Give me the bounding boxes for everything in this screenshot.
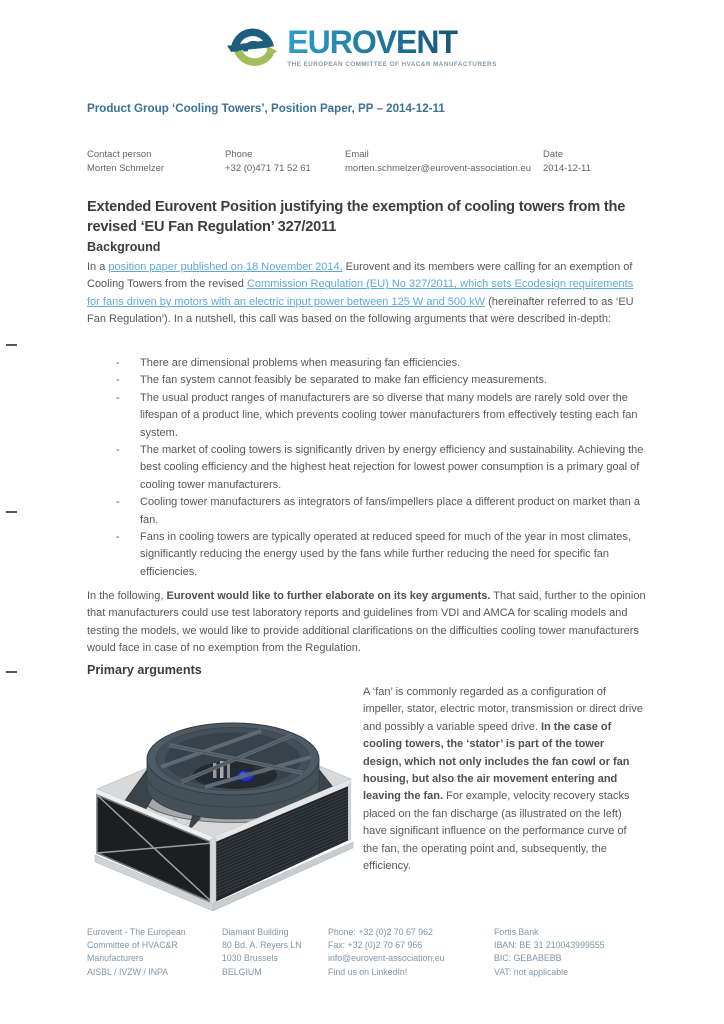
footer-line: Manufacturers (87, 953, 144, 964)
contact-block (87, 148, 644, 175)
contact-phone-label: Phone (225, 149, 253, 160)
contact-date-label: Date (543, 149, 564, 160)
elaboration-paragraph (87, 588, 646, 658)
footer-line: Committee of HVAC&R (87, 940, 178, 951)
footer-line: AISBL / IVZW / INPA (87, 966, 169, 977)
document-title: Product Group ‘Cooling Towers’, Position Paper, PP – 2014-12-11 (87, 102, 445, 115)
list-item (87, 372, 644, 389)
paragraph-bold-text: Eurovent would like to further elaborate on its key arguments. (166, 590, 491, 602)
regulation-link[interactable]: Commission Regulation (EU) No 327/2011, which sets Ecodesign requirements for fans driven by motors with an electric input power between 125 W and 500 kW (87, 278, 634, 308)
footer-organisation-column (87, 926, 222, 979)
footer-line: Phone: +32 (0)2 70 67 962 (328, 927, 433, 937)
contact-phone-column (225, 148, 345, 175)
bullet-dash: - (116, 374, 120, 387)
bullet-text: The market of cooling towers is significantly driven by energy efficiency and sustainability. Achieving the best cooling efficiency and the highest heat rejection for lowest power consumption is a primary goal of cooling tower manufacturers. (140, 444, 644, 491)
footer-line: Diamant Building (222, 927, 289, 937)
paragraph-text: For example, velocity recovery stacks placed on the fan discharge (as illustrated on the left) have significant influence on the performance curve of the fan, the operating point and, subsequently, the efficiency. (363, 790, 630, 873)
footer-line: BIC: GEBABEBB (494, 953, 562, 964)
footer-line: 80 Bd. A. Reyers LN (222, 940, 302, 951)
background-section-title: Background (87, 240, 161, 254)
footer-contact-column (328, 926, 494, 979)
contact-date-value: 2014-12-11 (543, 162, 591, 174)
footer-line: 1030 Brussels (222, 953, 278, 964)
primary-arguments-section-title: Primary arguments (87, 663, 202, 677)
footer-line: BELGIUM (222, 966, 262, 977)
logo-text-block (287, 24, 497, 68)
bullet-text: There are dimensional problems when measuring fan efficiencies. (140, 357, 461, 369)
cooling-tower-render-image (85, 687, 357, 919)
fold-mark (6, 671, 17, 673)
paragraph-text: That said, further to the opinion that manufacturers could use test laboratory reports and guidelines from VDI and AMCA for scaling models and testing the models, we would like to provide additional clarifications on the difficulties cooling tower manufacturers would face in case of no exemption from the Regulation. (87, 590, 646, 655)
list-item (87, 355, 644, 372)
footer-line: Eurovent - The European (87, 927, 186, 937)
paragraph-text: (hereinafter referred to as ‘EU Fan Regulation’). In a nutshell, this call was based on the following arguments that were described in-depth: (87, 295, 634, 326)
bullet-dash: - (116, 531, 120, 544)
paragraph-text: In a (87, 261, 109, 273)
contact-date-column (543, 148, 644, 175)
contact-email-column (345, 148, 543, 175)
footer-email[interactable]: info@eurovent-association.eu (328, 953, 445, 964)
fold-mark (6, 344, 17, 346)
bullet-dash: - (116, 391, 120, 404)
list-item (87, 442, 644, 494)
footer-line: VAT: not applicable (494, 966, 569, 977)
bullet-text: Fans in cooling towers are typically operated at reduced speed for much of the year in most climates, significantly reducing the energy used by the fans while further reducing the need for specific fan efficiencies. (140, 531, 631, 578)
arguments-list (87, 355, 644, 581)
contact-phone-value: +32 (0)471 71 52 61 (225, 162, 311, 174)
footer-bank-column (494, 926, 644, 979)
logo-tagline: THE EUROPEAN COMMITTEE OF HVAC&R MANUFACTURERS (287, 61, 497, 68)
list-item (87, 390, 644, 442)
logo-wordmark: EUROVENT (287, 26, 497, 58)
footer-line: Fax: +32 (0)2 70 67 966 (328, 940, 423, 951)
footer-address-column (222, 926, 328, 979)
cooling-tower-figure (85, 687, 357, 919)
bullet-dash: - (116, 444, 120, 457)
list-item (87, 494, 644, 529)
background-paragraph (87, 259, 646, 329)
bullet-text: Cooling tower manufacturers as integrators of fans/impellers place a different product on market than a fan. (140, 496, 640, 526)
bullet-dash: - (116, 357, 120, 369)
footer-linkedin-link[interactable]: Find us on LinkedIn! (328, 966, 408, 977)
paragraph-text: A ‘fan’ is commonly regarded as a configuration of impeller, stator, electric motor, transmission or direct drive and possibly a variable speed drive. (363, 686, 643, 733)
eurovent-e-icon (227, 24, 279, 76)
bullet-dash: - (116, 496, 120, 509)
primary-arguments-paragraph (363, 684, 643, 875)
bullet-text: The fan system cannot feasibly be separated to make fan efficiency measurements. (140, 374, 548, 387)
contact-person-column (87, 148, 225, 175)
paragraph-text: In the following, (87, 590, 167, 602)
contact-email-label: Email (345, 149, 369, 160)
fold-mark (6, 511, 17, 513)
eurovent-logo (0, 24, 724, 76)
paragraph-bold-text: In the case of cooling towers, the ‘stator’ is part of the tower design, which not only includes the fan cowl or fan housing, but also the air movement entering and leaving the fan. (363, 720, 630, 803)
position-paper-link[interactable]: position paper published on 18 November 2014, (108, 261, 343, 273)
letterhead-footer (87, 926, 644, 979)
bullet-text: The usual product ranges of manufacturers are so diverse that many models are rarely sold over the lifespan of a product line, which prevents cooling tower manufacturers from effectively testing each fan system. (140, 391, 638, 439)
contact-email-value[interactable]: morten.schmelzer@eurovent-association.eu (345, 162, 532, 174)
contact-person-value: Morten Schmelzer (87, 162, 165, 174)
footer-line: IBAN: BE 31 210043999555 (494, 940, 605, 951)
page-title: Extended Eurovent Position justifying the exemption of cooling towers from the revised ‘EU Fan Regulation’ 327/2011 (87, 199, 626, 235)
footer-line: Fortis Bank (494, 927, 539, 937)
paragraph-text: Eurovent and its members were calling for an exemption of Cooling Towers from the revised (87, 261, 633, 291)
contact-person-label: Contact person (87, 149, 152, 160)
list-item (87, 529, 644, 581)
